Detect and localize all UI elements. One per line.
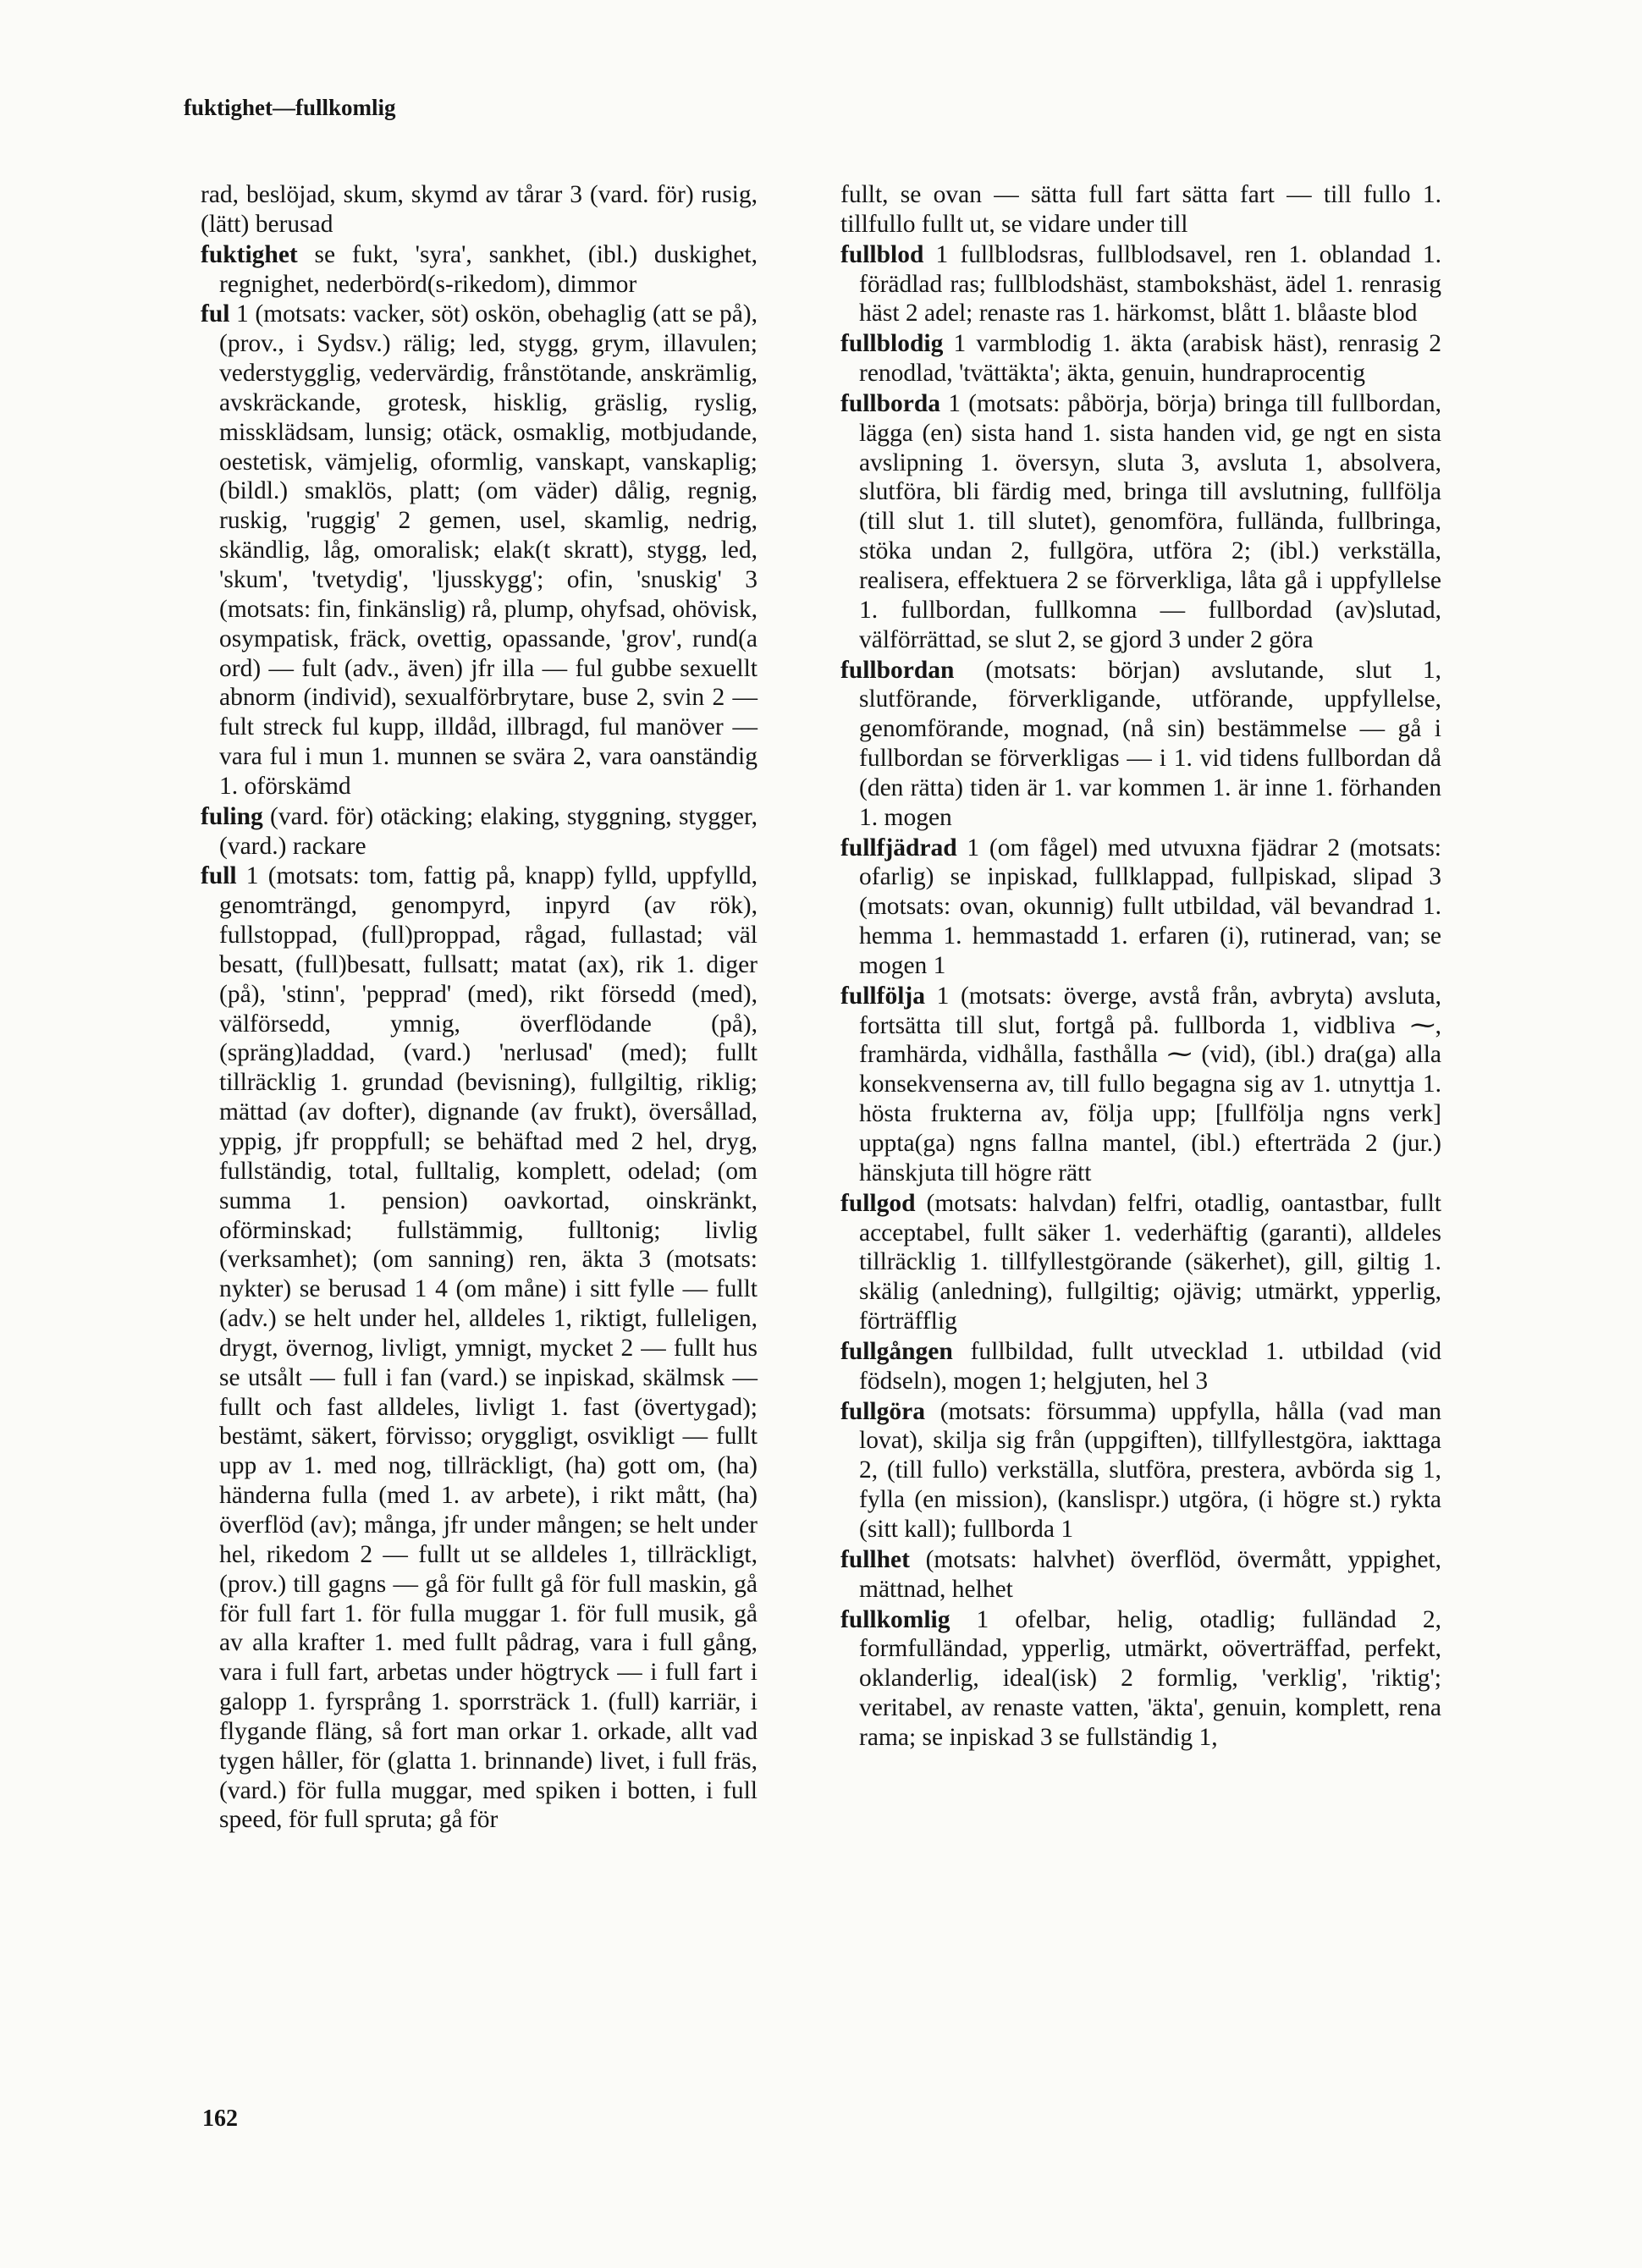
dictionary-entry: [840, 982, 1441, 1188]
dictionary-entry: [840, 180, 1441, 239]
entry-body: (motsats: försumma) uppfylla, hålla (vad man lovat), skilja sig från (uppgiften), tillfyllestgöra, iakttaga 2, (till fullo) verkställa, slutföra, prestera, avbörda sig 1, fylla (en mission), (kanslispr.) utgöra, (i högre st.) rykta (sitt kall); fullborda 1: [859, 1397, 1441, 1543]
dictionary-entry: [840, 329, 1441, 388]
entry-body: 1 varmblodig 1. äkta (arabisk häst), renrasig 2 renodlad, 'tvättäkta'; äkta, genuin, hundraprocentig: [859, 330, 1441, 388]
page-number: 162: [202, 2106, 238, 2132]
right-column: [840, 180, 1441, 1753]
entry-body: fullbildad, fullt utvecklad 1. utbildad (vid födseln), mogen 1; helgjuten, hel 3: [859, 1337, 1441, 1395]
headword: fullborda: [840, 389, 941, 417]
headword: fullbordan: [840, 656, 955, 684]
entry-body: (motsats: halvhet) överflöd, övermått, yppighet, mättnad, helhet: [859, 1545, 1441, 1603]
entry-body: (vard. för) otäcking; elaking, styggning, stygger, (vard.) rackare: [219, 802, 758, 860]
dictionary-entry: [201, 180, 758, 239]
left-column: [201, 180, 758, 1836]
headword: fuling: [201, 802, 263, 830]
entry-body: 1 (motsats: påbörja, börja) bringa till fullbordan, lägga (en) sista hand 1. sista handen vid, ge ngt en sista avslipning 1. översyn, sluta 3, avsluta 1, absolvera, slutföra, bli färdig med, bringa till avslutning, fullfölja (till slut 1. till slutet), genomföra, fullända, fullbringa, stöka undan 2, fullgöra, utföra 2; (ibl.) verkställa, realisera, effektuera 2 se förverkliga, låta gå i uppfyllelse 1. fullbordan, fullkomna — fullbordad (av)slutad, välförrättad, se slut 2, se gjord 3 under 2 göra: [859, 389, 1441, 653]
entry-body: se fukt, 'syra', sankhet, (ibl.) duskighet, regnighet, nederbörd(s-rikedom), dimmor: [219, 240, 758, 298]
headword: fullgod: [840, 1189, 916, 1217]
entry-body: rad, beslöjad, skum, skymd av tårar 3 (vard. för) rusig, (lätt) berusad: [201, 181, 758, 238]
running-head: fuktighet—fullkomlig: [184, 95, 396, 120]
entry-body: 1 (om fågel) med utvuxna fjädrar 2 (motsats: ofarlig) se inpiskad, fullklappad, fullpiskad, slipad 3 (motsats: ovan, okunnig) fullt utbildad, väl bevandrad 1. hemma 1. hemmastadd 1. erfaren (i), rutinerad, van; se mogen 1: [859, 834, 1441, 979]
headword: fullfjädrad: [840, 834, 957, 862]
dictionary-entry: [840, 834, 1441, 981]
headword: fullgången: [840, 1337, 953, 1365]
headword: fullblod: [840, 240, 924, 268]
dictionary-entry: [840, 1189, 1441, 1336]
dictionary-entry: [201, 862, 758, 1835]
headword: fullgöra: [840, 1397, 925, 1425]
entry-body: 1 (motsats: överge, avstå från, avbryta) avsluta, fortsätta till slut, fortgå på. fullborda 1, vidbliva ⁓, framhärda, vidhålla, fasthålla ⁓ (vid), (ibl.) dra(ga) alla konsekvenserna av, till fullo begagna sig av 1. utnyttja 1. hösta frukterna av, följa upp; [fullfölja ngns verk] uppta(ga) ngns fallna mantel, (ibl.) efterträda 2 (jur.) hänskjuta till högre rätt: [859, 982, 1441, 1186]
entry-body: (motsats: halvdan) felfri, otadlig, oantastbar, fullt acceptabel, fullt säker 1. vederhäftig (garanti), alldeles tillräcklig 1. tillfyllestgörande (säkerhet), gill, giltig 1. skälig (anledning), fullgiltig; ojävig; utmärkt, ypperlig, förträfflig: [859, 1189, 1441, 1335]
entry-body: fullt, se ovan — sätta full fart sätta fart — till fullo 1. tillfullo fullt ut, se vidare under till: [840, 181, 1441, 238]
entry-body: 1 ofelbar, helig, otadlig; fulländad 2, formfulländad, ypperlig, utmärkt, oöverträffad, perfekt, oklanderlig, ideal(isk) 2 formlig, 'verklig', 'riktig'; veritabel, av renaste vatten, 'äkta', genuin, komplett, rena rama; se inpiskad 3 se fullständig 1,: [859, 1605, 1441, 1751]
dictionary-entry: [840, 1545, 1441, 1605]
headword: fullfölja: [840, 982, 925, 1010]
entry-body: (motsats: början) avslutande, slut 1, slutförande, förverkligande, utförande, uppfyllelse, genomförande, mognad, (nå sin) bestämmelse — gå i fullbordan se förverkligas — i 1. vid tidens fullbordan då (den rätta) tiden är 1. var kommen 1. är inne 1. förhanden 1. mogen: [859, 656, 1441, 831]
headword: fullblodig: [840, 330, 944, 358]
dictionary-entry: [840, 240, 1441, 329]
dictionary-entry: [840, 1605, 1441, 1753]
headword: ful: [201, 300, 230, 328]
entry-body: 1 (motsats: vacker, söt) oskön, obehaglig (att se på), (prov., i Sydsv.) rälig; led, stygg, grym, illavulen; vederstygglig, vedervärdig, frånstötande, anskrämlig, avskräckande, grotesk, hisklig, gräslig, ryslig, missklädsam, lunsig; otäck, osmaklig, motbjudande, oestetisk, vämjelig, oformlig, vanskapt, vanskaplig; (bildl.) smaklös, platt; (om väder) dålig, regnig, ruskig, 'ruggig' 2 gemen, usel, skamlig, nedrig, skändlig, låg, omoralisk; elak(t skratt), stygg, led, 'skum', 'tvetydig', 'ljusskygg'; ofin, 'snuskig' 3 (motsats: fin, finkänslig) rå, plump, ohyfsad, ohövisk, osympatisk, fräck, ovettig, opassande, 'grov', rund(a ord) — fult (adv., även) jfr illa — ful gubbe sexuellt abnorm (individ), sexualförbrytare, buse 2, svin 2 — fult streck ful kupp, illdåd, illbragd, ful manöver — vara ful i mun 1. munnen se svära 2, vara oanständig 1. oförskämd: [219, 300, 758, 800]
headword: fullkomlig: [840, 1605, 950, 1633]
dictionary-entry: [201, 240, 758, 300]
entry-body: 1 fullblodsras, fullblodsavel, ren 1. oblandad 1. förädlad ras; fullblodshäst, stambokshäst, ädel 1. renrasig häst 2 adel; renaste ras 1. härkomst, blått 1. blåaste blod: [859, 240, 1441, 328]
entry-body: 1 (motsats: tom, fattig på, knapp) fylld, uppfylld, genomträngd, genompyrd, inpyrd (av rök), fullstoppad, (full)proppad, rågad, fullastad; väl besatt, (full)besatt, fullsatt; matat (ax), rik 1. diger (på), 'stinn', 'pepprad' (med), rikt försedd (med), välförsedd, ymnig, överflödande (på), (spräng)laddad, (vard.) 'nerlusad' (med); fullt tillräcklig 1. grundad (bevisning), fullgiltig, riklig; mättad (av dofter), dignande (av frukt), översållad, yppig, jfr proppfull; se behäftad med 2 hel, dryg, fullständig, total, fulltalig, komplett, odelad; (om summa 1. pension) oavkortad, oinskränkt, oförminskad; fullstämmig, fulltonig; livlig (verksamhet); (om sanning) ren, äkta 3 (motsats: nykter) se berusad 1 4 (om måne) i sitt fylle — fullt (adv.) se helt under hel, alldeles 1, riktigt, fulleligen, drygt, övernog, livligt, ymnigt, mycket 2 — fullt hus se utsålt — full i fan (vard.) se inpiskad, skälmsk — fullt och fast alldeles, livligt 1. fast (övertygad); bestämt, säkert, förvisso; oryggligt, osvikligt — fullt upp av 1. med nog, tillräckligt, (ha) gott om, (ha) händerna fulla (med 1. av arbete), i rikt mått, (ha) överflöd (av); många, jfr under mången; se helt under hel, rikedom 2 — fullt ut se alldeles 1, tillräckligt, (prov.) till gagns — gå för fullt gå för full maskin, gå för full fart 1. för fulla muggar 1. för full musik, gå av alla krafter 1. med fullt pådrag, vara i full gång, vara i full fart, arbetas under högtryck — i full fart i galopp 1. fyrsprång 1. sporrsträck 1. (full) karriär, i flygande fläng, så fort man orkar 1. orkade, allt vad tygen håller, för (glatta 1. brinnande) livet, i full fräs, (vard.) för fulla muggar, med spiken i botten, i full speed, för full spruta; gå för: [219, 862, 758, 1834]
dictionary-entry: [201, 300, 758, 801]
dictionary-entry: [840, 389, 1441, 655]
headword: fuktighet: [201, 240, 298, 268]
dictionary-entry: [201, 802, 758, 862]
dictionary-entry: [840, 656, 1441, 833]
dictionary-entry: [840, 1397, 1441, 1544]
headword: full: [201, 862, 237, 890]
dictionary-entry: [840, 1337, 1441, 1396]
headword: fullhet: [840, 1545, 910, 1573]
